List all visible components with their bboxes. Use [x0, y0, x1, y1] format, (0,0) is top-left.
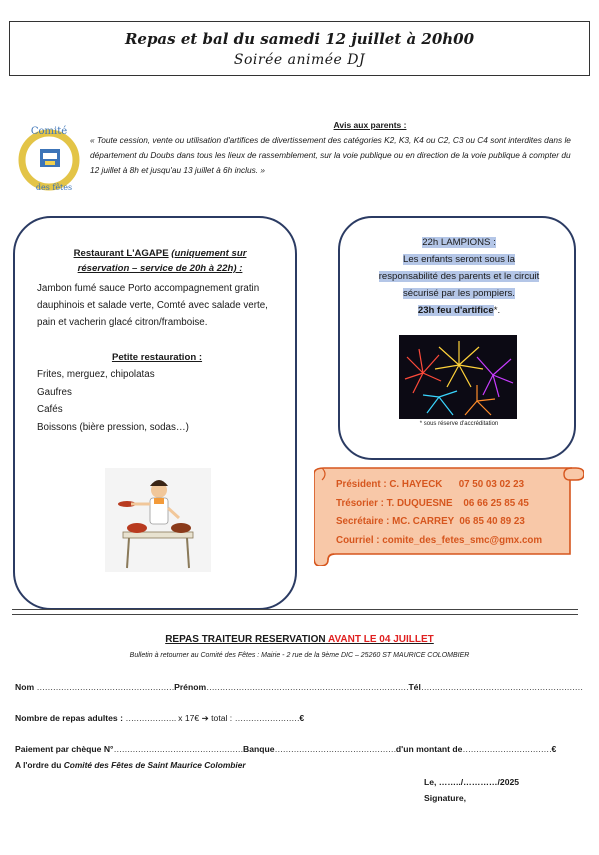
price-label: x 17€ ➔ total : — [178, 713, 233, 723]
fireworks-mark: *. — [493, 305, 501, 316]
form-title — [0, 634, 599, 645]
svg-text:Comité: Comité — [30, 126, 68, 137]
repas-line — [15, 713, 304, 724]
contact-phone: 06 66 25 85 45 — [463, 497, 529, 509]
list-item: Boissons (bière pression, sodas…) — [37, 421, 189, 433]
montant-label: d'un montant de — [395, 744, 463, 754]
contact-role: Président : C. HAYECK — [336, 479, 443, 490]
lampions-line: sécurisé par les pompiers. — [403, 288, 515, 299]
ordre-name: Comité des Fêtes de Saint Maurice Colombier — [63, 760, 246, 770]
tel-field[interactable]: …………………………………………………… — [420, 682, 583, 692]
signature-label: Signature, — [424, 793, 467, 803]
restaurant-name: Restaurant L'AGAPE — [73, 248, 169, 259]
event-header — [9, 21, 590, 76]
restaurant-panel — [13, 216, 297, 610]
contact-row — [336, 495, 542, 514]
cut-separator — [12, 609, 578, 615]
contact-phone: 06 85 40 89 23 — [459, 516, 525, 527]
lampions-panel — [338, 216, 576, 460]
contact-email: Courriel : comite_des_fetes_smc@gmx.com — [336, 534, 543, 546]
repas-label: Nombre de repas adultes : — [15, 713, 123, 723]
form-title-text: REPAS TRAITEUR RESERVATION — [165, 634, 326, 645]
cheque-order — [15, 760, 246, 770]
cheque-field[interactable]: ………………………………………… — [113, 744, 243, 754]
prenom-field[interactable]: ………………………………………………………………… — [206, 682, 409, 692]
fireworks-image-icon — [399, 335, 517, 419]
contact-row — [336, 532, 542, 551]
contacts-list — [336, 476, 542, 550]
notice-heading: Avis aux parents : — [333, 120, 407, 130]
comite-logo-icon — [18, 122, 80, 194]
restaurant-condition: (uniquement sur réservation – service de 20h à 22h) : — [77, 248, 247, 274]
notice-body: « Toute cession, vente ou utilisation d'artifices de divertissement des catégories K2, K3, K4 ou C2, C3 ou C4 sont interdites dans le département du Doubs dans tous les lieux de rassemblement, sur la voie publique ou en direction de la voie publique à compter du 12 juillet à 8h et jusqu'au 13 juillet à 6h inclus. » — [90, 135, 571, 175]
event-title: Repas et bal du samedi 12 juillet à 20h00 — [124, 30, 475, 48]
paiement-line — [15, 744, 556, 754]
form-bulletin: Bulletin à retourner au Comité des Fêtes : Mairie - 2 rue de la 9ème DIC – 25260 ST MAURICE COLOMBIER — [129, 652, 470, 659]
ordre-prefix: A l'ordre du — [15, 760, 62, 770]
contact-role: Secrétaire : MC. CARREY — [336, 516, 454, 527]
accreditation-footnote: * sous réserve d'accréditation — [419, 421, 499, 427]
restaurant-heading — [55, 246, 265, 276]
nom-field[interactable]: …………………………………………… — [36, 682, 175, 692]
lampions-text — [350, 234, 568, 319]
currency: € — [551, 744, 557, 754]
prenom-label: Prénom — [174, 682, 207, 692]
contact-role: Trésorier : T. DUQUESNE — [336, 497, 453, 509]
date-field[interactable]: Le, ……../…………/2025 — [424, 777, 520, 787]
fireworks-time: 23h feu d'artifice — [417, 305, 494, 316]
total-field[interactable]: …………………… — [234, 713, 300, 723]
lampions-line: Les enfants seront sous la — [403, 254, 515, 265]
currency: € — [299, 713, 305, 723]
tel-label: Tél — [408, 682, 421, 692]
parent-notice — [90, 118, 580, 178]
petite-restauration-list — [37, 366, 189, 436]
svg-text:des fêtes: des fêtes — [35, 183, 73, 192]
paiement-label: Paiement par chèque N° — [15, 744, 114, 754]
list-item: Gaufres — [37, 386, 72, 398]
contact-row — [336, 476, 542, 495]
petite-restauration-title: Petite restauration : — [111, 352, 203, 363]
repas-field[interactable]: ………………. — [125, 713, 176, 723]
contact-row — [336, 513, 542, 532]
name-line — [15, 682, 583, 692]
contact-phone: 07 50 03 02 23 — [458, 479, 525, 490]
restaurant-menu: Jambon fumé sauce Porto accompagnement gratin dauphinois et salade verte, Comté avec salade verte, pain et vacherin glacé citron/framboise. — [37, 283, 268, 328]
banque-label: Banque — [242, 744, 275, 754]
lampions-title: 22h LAMPIONS : — [422, 237, 496, 248]
nom-label: Nom — [15, 682, 35, 692]
form-deadline: AVANT LE 04 JUILLET — [328, 634, 434, 645]
event-subtitle: Soirée animée DJ — [233, 52, 366, 68]
banque-field[interactable]: ……………………………………… — [274, 744, 396, 754]
chef-illustration-icon — [105, 468, 211, 572]
list-item: Frites, merguez, chipolatas — [37, 369, 155, 380]
list-item: Cafés — [37, 404, 63, 415]
montant-field[interactable]: …………………………… — [462, 744, 552, 754]
lampions-line: responsabilité des parents et le circuit — [378, 271, 540, 282]
